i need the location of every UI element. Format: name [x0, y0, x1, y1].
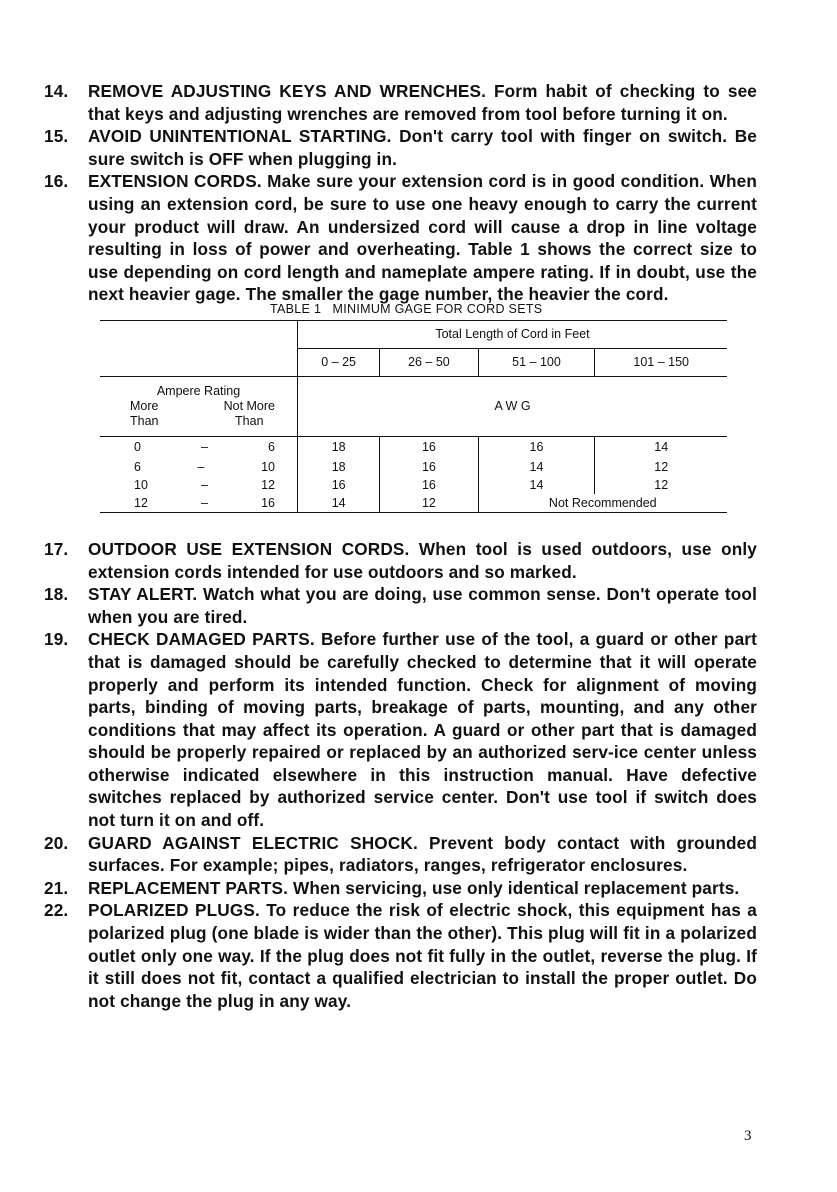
safety-rule — [44, 877, 757, 900]
cord-gage-table-section — [44, 301, 757, 538]
page-number: 3 — [744, 1128, 752, 1144]
gage-cell: 12 — [595, 476, 727, 494]
gage-cell: 18 — [298, 436, 380, 458]
safety-rule — [44, 628, 757, 831]
rule-number: 18. — [44, 584, 69, 605]
rule-number: 14. — [44, 81, 69, 101]
table-row: 0 – 6 18 16 16 14 — [100, 436, 727, 458]
safety-rule — [44, 538, 757, 583]
table-row: 12 – 16 14 12 Not Recommended — [100, 494, 727, 512]
rule-body: Watch what you are doing, use common sense. Don't operate tool when you are tired. — [88, 584, 757, 627]
rule-body: Don't carry tool with finger on switch. Be sure switch is OFF when plugging in. — [88, 126, 757, 169]
rule-heading: EXTENSION CORDS. — [88, 171, 262, 192]
rule-body: Form habit of checking to see that keys and adjusting wrenches are removed from tool before turning it on. — [88, 81, 757, 124]
gage-cell: 16 — [298, 476, 380, 494]
rule-number: 21. — [44, 877, 69, 898]
rule-heading: REPLACEMENT PARTS. — [88, 877, 289, 898]
gage-cell: 16 — [380, 458, 478, 476]
safety-rule — [44, 125, 757, 170]
gage-cell: 14 — [478, 476, 595, 494]
rule-heading: REMOVE ADJUSTING KEYS AND WRENCHES. — [88, 81, 487, 101]
length-header: Total Length of Cord in Feet — [298, 320, 728, 348]
gage-cell: 18 — [298, 458, 380, 476]
gage-cell: 16 — [478, 436, 595, 458]
rule-heading: AVOID UNINTENTIONAL STARTING. — [88, 126, 392, 147]
gage-cell: 16 — [380, 476, 478, 494]
gage-cell: 12 — [595, 458, 727, 476]
table-row: 6 – 10 18 16 14 12 — [100, 458, 727, 476]
safety-rule — [44, 832, 757, 877]
rule-heading: GUARD AGAINST ELECTRIC SHOCK. — [88, 832, 418, 853]
table-title: TABLE 1 MINIMUM GAGE FOR CORD SETS — [270, 301, 543, 316]
safety-rule — [44, 583, 757, 628]
rule-number: 15. — [44, 126, 69, 147]
not-recommended-cell: Not Recommended — [478, 494, 727, 512]
safety-rule — [44, 899, 757, 1012]
gage-cell: 16 — [380, 436, 478, 458]
rule-number: 16. — [44, 171, 69, 192]
gage-cell: 14 — [478, 458, 595, 476]
range-header: 0 – 25 — [298, 348, 380, 376]
safety-rule — [44, 80, 757, 125]
range-header: 101 – 150 — [595, 348, 727, 376]
ampere-rating-header: Ampere Rating More Than Not More Than — [100, 376, 298, 436]
rule-heading: STAY ALERT. — [88, 584, 198, 605]
rule-body: When servicing, use only identical replacement parts. — [288, 877, 740, 898]
rule-body: Prevent body contact with grounded surfaces. For example; pipes, radiators, ranges, refrigerator enclosures. — [88, 832, 757, 876]
rule-body: When tool is used outdoors, use only extension cords intended for use outdoors and so marked. — [88, 538, 757, 582]
rule-heading: POLARIZED PLUGS. — [88, 900, 260, 921]
rule-heading: CHECK DAMAGED PARTS. — [88, 629, 315, 650]
rule-number: 19. — [44, 629, 69, 650]
rule-body: Make sure your extension cord is in good condition. When using an extension cord, be sure to use one heavy enough to carry the current your product will draw. An undersized cord will cause a drop in line voltage resulting in loss of power and overheating. Table 1 shows the correct size to use depending on cord length and nameplate ampere rating. If in doubt, use the next heavier gage. The smaller the gage number, the heavier the cord. — [88, 171, 758, 305]
range-header: 26 – 50 — [380, 348, 478, 376]
rule-body: To reduce the risk of electric shock, this equipment has a polarized plug (one blade is wider than the other). This plug will fit in a polarized outlet only one way. If the plug does not fit fully in the outlet, reverse the plug. If it still does not fit, contact a qualified electrician to install the proper outlet. Do not change the plug in any way. — [88, 900, 757, 1011]
safety-rules-list — [44, 80, 757, 1012]
range-header: 51 – 100 — [478, 348, 595, 376]
table-row: 10 – 12 16 16 14 12 — [100, 476, 727, 494]
cord-gage-table — [100, 320, 727, 513]
rule-body: Before further use of the tool, a guard or other part that is damaged should be carefully checked to determine that it will operate properly and perform its intended function. Check for alignment of moving parts, binding of moving parts, breakage of parts, mounting, and any other conditions that may affect its operation. A guard or other part that is damaged should be properly repaired or replaced by an authorized serv-ice center unless otherwise indicated elsewhere in this instruction manual. Have defective switches replaced by authorized service center. Don't use tool if switch does not turn it on and off. — [88, 629, 757, 831]
rule-number: 20. — [44, 832, 69, 853]
rule-heading: OUTDOOR USE EXTENSION CORDS. — [88, 538, 410, 559]
safety-rule — [44, 170, 757, 306]
gage-cell: 12 — [380, 494, 478, 512]
rule-number: 17. — [44, 538, 69, 559]
rule-number: 22. — [44, 900, 69, 921]
gage-cell: 14 — [595, 436, 727, 458]
awg-header: A W G — [298, 376, 728, 436]
gage-cell: 14 — [298, 494, 380, 512]
